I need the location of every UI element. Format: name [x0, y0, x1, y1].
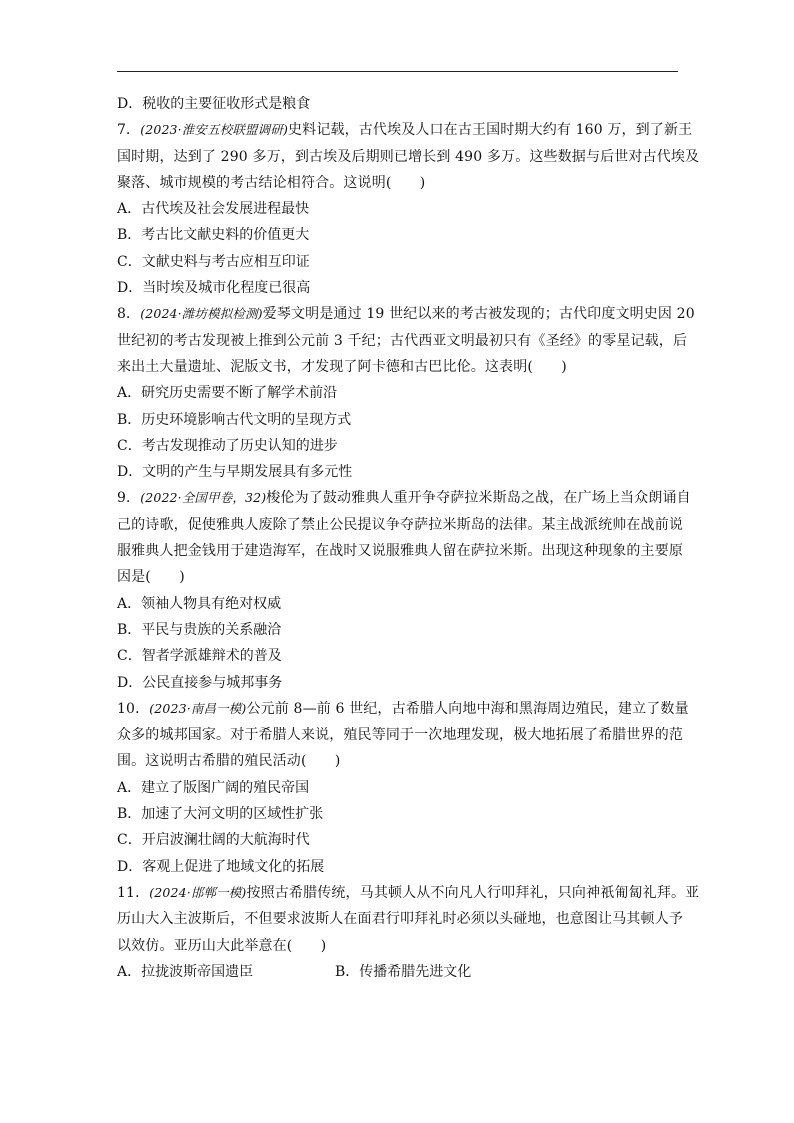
question-text-line: 以效仿。亚历山大此举意在( ) [117, 937, 327, 954]
question-text: 爱琴文明是通过 19 世纪以来的考古被发现的；古代印度文明史因 20 [262, 306, 695, 323]
question-text-line: 围。这说明古希腊的殖民活动( ) [117, 753, 341, 770]
question-9 [117, 485, 691, 695]
question-text-line: 历山大入主波斯后，不但要求波斯人在面君行叩拜礼时必须以头碰地，也意图让马其顿人予 [117, 911, 683, 928]
option-b: B．平民与贵族的关系融洽 [117, 621, 282, 638]
question-7 [117, 117, 700, 301]
option-d: D．客观上促进了地域文化的拓展 [117, 858, 325, 875]
question-text: 史料记载，古代埃及人口在古王国时期大约有 160 万，到了新王 [288, 122, 693, 139]
question-10 [117, 696, 689, 880]
question-stem-line [117, 485, 691, 511]
prev-option-d: D．税收的主要征收形式是粮食 [117, 96, 311, 112]
question-text-line: 世纪初的考古发现被上推到公元前 3 千纪；古代西亚文明最初只有《圣经》的零星记载，后 [117, 332, 688, 349]
question-source: (2024·潍坊模拟检测) [140, 306, 263, 322]
option-c: C．智者学派雄辩术的普及 [117, 648, 282, 665]
question-text-line: 因是( ) [117, 569, 185, 586]
question-stem-line [117, 880, 700, 906]
page-content [117, 91, 700, 985]
option-b: B．传播希腊先进文化 [335, 963, 472, 980]
question-number: 8． [117, 306, 141, 323]
option-b: B．考古比文献史料的价值更大 [117, 227, 310, 244]
question-source: (2023·淮安五校联盟调研) [140, 122, 289, 138]
option-a: A．领袖人物具有绝对权威 [117, 595, 282, 612]
question-number: 11． [117, 884, 150, 901]
question-text-line: 聚落、城市规模的考古结论相符合。这说明( ) [117, 174, 426, 191]
question-number: 9． [117, 490, 141, 507]
question-text-line: 众多的城邦国家。对于希腊人来说，殖民等同于一次地理发现，极大地拓展了希腊世界的范 [117, 727, 683, 744]
question-source: (2022·全国甲卷，32) [140, 490, 267, 506]
question-11 [117, 880, 700, 985]
option-c: C．开启波澜壮阔的大航海时代 [117, 832, 310, 849]
question-number: 7． [117, 122, 141, 139]
option-a: A．研究历史需要不断了解学术前沿 [117, 385, 338, 402]
question-text: 梭伦为了鼓动雅典人重开争夺萨拉米斯岛之战，在广场上当众朗诵自 [266, 490, 691, 507]
option-c: C．文献史料与考古应相互印证 [117, 253, 310, 270]
question-text-line: 服雅典人把金钱用于建造海军，在战时又说服雅典人留在萨拉米斯。出现这种现象的主要原 [117, 543, 683, 560]
question-text-line: 来出土大量遗址、泥版文书，才发现了阿卡德和古巴比伦。这表明( ) [117, 358, 567, 375]
option-d: D．当时埃及城市化程度已很高 [117, 280, 311, 297]
question-number: 10． [117, 700, 150, 717]
option-a: A．拉拢波斯帝国遗臣 [117, 963, 254, 980]
option-c: C．考古发现推动了历史认知的进步 [117, 437, 338, 454]
question-text: 公元前 8—前 6 世纪，古希腊人向地中海和黑海周边殖民，建立了数量 [246, 700, 689, 717]
question-8 [117, 301, 695, 485]
question-source: (2023·南昌一模) [149, 700, 247, 716]
option-a: A．古代埃及社会发展进程最快 [117, 201, 310, 218]
option-b: B．加速了大河文明的区域性扩张 [117, 806, 324, 823]
question-text: 按照古希腊传统，马其顿人从不向凡人行叩拜礼，只向神祇匍匐礼拜。亚 [246, 884, 700, 901]
question-stem-line [117, 696, 689, 722]
option-d: D．公民直接参与城邦事务 [117, 674, 283, 691]
question-source: (2024·邯郸一模) [149, 884, 247, 900]
question-text-line: 国时期，达到了 290 多万，到古埃及后期则已增长到 490 多万。这些数据与后世对古代埃及 [117, 148, 700, 165]
option-b: B．历史环境影响古代文明的呈现方式 [117, 411, 352, 428]
option-a: A．建立了版图广阔的殖民帝国 [117, 779, 310, 796]
question-text-line: 己的诗歌，促使雅典人废除了禁止公民提议争夺萨拉米斯岛的法律。某主战派统帅在战前说 [117, 516, 683, 533]
option-d: D．文明的产生与早期发展具有多元性 [117, 464, 353, 481]
option-row [117, 959, 683, 985]
question-stem-line [117, 117, 693, 143]
header-rule [117, 71, 678, 72]
question-stem-line [117, 301, 695, 327]
